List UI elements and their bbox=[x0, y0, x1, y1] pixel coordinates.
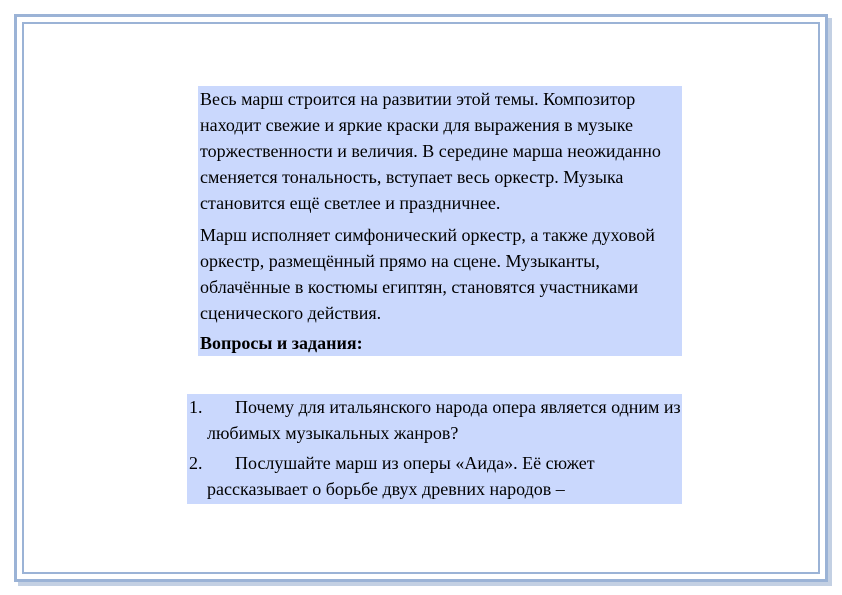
question-item-2 bbox=[187, 450, 682, 502]
slide-frame-shadow-bottom bbox=[18, 582, 832, 586]
slide-frame-shadow-right bbox=[828, 18, 832, 586]
question-text: Почему для итальянского народа опера является одним из любимых музыкальных жанров? bbox=[207, 397, 681, 443]
questions-list bbox=[187, 394, 682, 504]
question-number: 1. bbox=[189, 397, 203, 417]
slide-text-block bbox=[198, 86, 682, 356]
question-text: Послушайте марш из оперы «Аида». Её сюжет рассказывает о борьбе двух древних народов – bbox=[207, 453, 595, 499]
paragraph-march-theme: Весь марш строится на развитии этой темы. Композитор находит свежие и яркие краски для выражения в музыке торжественности и величия. В середине марша неожиданно сменяется тональность, вступает весь оркестр. Музыка становится ещё светлее и праздничнее. bbox=[200, 89, 661, 213]
questions-heading: Вопросы и задания: bbox=[200, 333, 363, 353]
question-item-1 bbox=[187, 394, 682, 446]
paragraph-orchestra: Марш исполняет симфонический оркестр, а также духовой оркестр, размещённый прямо на сцене. Музыканты, облачённые в костюмы египтян, становятся участниками сценического действия. bbox=[200, 225, 655, 323]
question-number: 2. bbox=[189, 453, 203, 473]
